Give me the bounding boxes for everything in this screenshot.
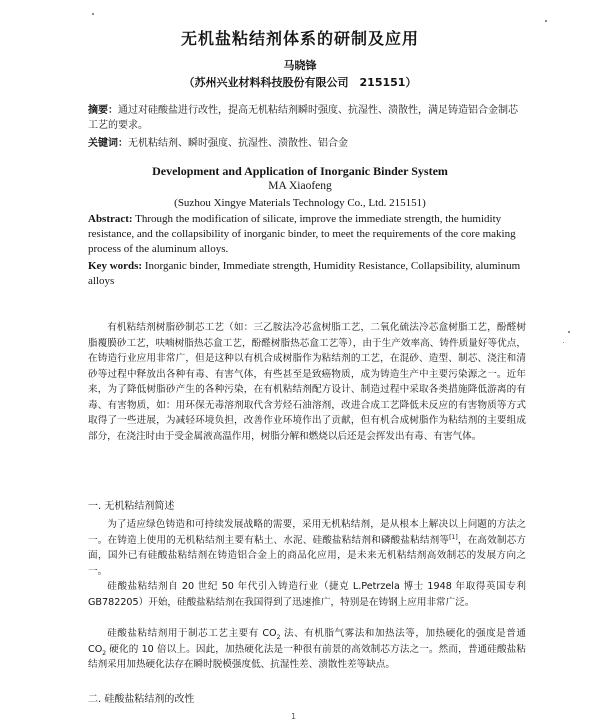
page-number: 1	[291, 712, 297, 721]
keywords-en-label: Key words:	[88, 260, 143, 272]
affiliation-cn: （苏州兴业材料科技股份有限公司 215151）	[183, 76, 417, 89]
citation-ref: [1]	[449, 533, 458, 541]
scan-speck	[92, 13, 94, 15]
abstract-cn-label: 摘要：	[88, 105, 118, 116]
para-s1a-before: 为了适应绿色铸造和可持续发展战略的需要，采用无机粘结剂，是从根本上解决以上问题的方法之一。在铸造上使用的无机粘结剂主要有粘土、水泥、硅酸盐粘结剂和磷酸盐粘结剂等	[88, 519, 526, 546]
scan-speck	[545, 20, 547, 22]
scan-speck	[568, 331, 570, 333]
para-s1a-after: ，在高效制芯方面，国外已有硅酸盐粘结剂在铸造铝合金上的商品化应用，是未来无机粘结剂高效制芯的发展方向之一。	[88, 534, 527, 577]
para-s1c-sub: 2	[276, 633, 281, 641]
abstract-en	[88, 212, 526, 257]
keywords-en	[88, 259, 526, 289]
author-name-cn: 马晓锋	[283, 59, 317, 72]
keywords-cn-text: 无机粘结剂、瞬时强度、抗湿性、溃散性、铝合金	[128, 138, 348, 149]
affiliation-en: (Suzhou Xingye Materials Technology Co., Ltd. 215151)	[174, 197, 426, 209]
body-paragraph-section1-a	[88, 517, 526, 579]
body-paragraph-intro: 有机粘结剂树脂砂制芯工艺（如：三乙胺法冷芯盒树脂工艺，二氧化硫法冷芯盒树脂工艺，酚醛树脂覆膜砂工艺，呋喃树脂热芯盒工艺，酚醛树脂热芯盒工艺等），由于生产效率高、铸件质量好等优点，在铸造行业应用非常广，但是这种以有机合成树脂作为粘结剂的工艺，在混砂、造型、制芯、浇注和清砂等过程中释放出各种有毒、有害气体，有些甚至是致癌物质，成为铸造生产中主要污染源之一。近年来，为了降低树脂砂产生的各种污染，在有机粘结剂配方设计、制造过程中采取各类措施降低游离的有毒、有害物质，如：用环保无毒溶剂取代含芳烃石油溶剂，改进合成工艺降低未反应的有害物质等方式取得了一些进展，为减轻环境负担，改善作业环境作出了贡献，但有机合成树脂作为粘结剂的主要组成部分，在浇注时由于受金属液高温作用，树脂分解和燃烧以后还是会挥发出有毒、有害气体。	[88, 322, 526, 442]
body-paragraph-section1-b: 硅酸盐粘结剂自 20 世纪 50 年代引入铸造行业（捷克 L.Petrzela 博士 1948 年取得英国专利 GB782205）开始，硅酸盐粘结剂在我国得到了迅速推广，特别是在铸钢上应用非常广泛。	[88, 581, 526, 608]
paper-title-cn: 无机盐粘结剂体系的研制及应用	[180, 29, 419, 48]
scan-speck	[563, 342, 564, 343]
section-heading-2: 二. 硅酸盐粘结剂的改性	[88, 694, 195, 705]
keywords-cn	[88, 136, 526, 151]
abstract-en-label: Abstract:	[88, 213, 133, 225]
paper-title-en: Development and Application of Inorganic Binder System	[152, 164, 448, 178]
body-paragraph-section1-c	[88, 626, 526, 673]
abstract-cn-text: 通过对硅酸盐进行改性，提高无机粘结剂瞬时强度、抗湿性、溃散性，满足铸造铝合金制芯工艺的要求。	[88, 105, 518, 131]
abstract-en-text: Through the modification of silicate, improve the immediate strength, the humidity resistance, and the collapsibility of inorganic binder, to meet the requirements of the core making process of the aluminum alloys.	[88, 213, 516, 255]
para-s1c-sub2: 2	[102, 649, 107, 657]
para-s1c-before: 硅酸盐粘结剂用于制芯工艺主要有 CO	[107, 628, 277, 639]
author-name-en: MA Xiaofeng	[268, 180, 332, 192]
para-s1c-mid: 法、有机脂气雾法和加热法等，加热硬化的强度是普通 CO	[88, 628, 526, 655]
section-heading-1: 一. 无机粘结剂简述	[88, 501, 175, 512]
keywords-cn-label: 关键词：	[88, 138, 128, 149]
para-s1c-after: 硬化的 10 倍以上。因此，加热硬化法是一种很有前景的高效制芯方法之一。然而，普通硅酸盐粘结剂采用加热硬化法存在瞬时脱模强度低、抗湿性差、溃散性差等缺点。	[88, 643, 526, 670]
abstract-cn	[88, 103, 526, 133]
keywords-en-text: Inorganic binder, Immediate strength, Humidity Resistance, Collapsibility, aluminum alloys	[88, 260, 521, 287]
